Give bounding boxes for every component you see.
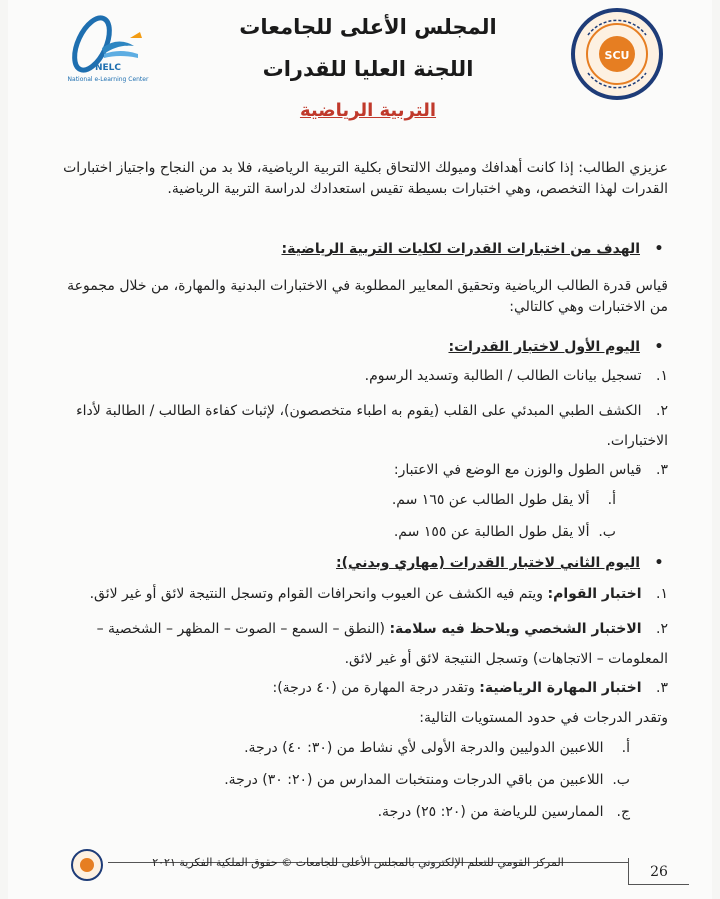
day1-heading: •اليوم الأول لاختبار القدرات: [56, 336, 668, 358]
council-name: المجلس الأعلى للجامعات [239, 15, 497, 39]
subject-title: التربية الرياضية [299, 100, 437, 121]
bullet-icon: • [654, 555, 664, 571]
bullet-icon: • [654, 241, 664, 257]
bullet-icon: • [654, 339, 664, 355]
day1-item-3: ٣. قياس الطول والوزن مع الوضع في الاعتبار: [393, 462, 668, 478]
goal-heading: •الهدف من اختبارات القدرات لكليات التربية الرياضية: [56, 238, 668, 260]
level-c: ج. الممارسين للرياضة من (٢٠: ٢٥) درجة. [377, 804, 630, 820]
scu-seal-text: SCU [604, 49, 630, 62]
levels-intro: وتقدر الدرجات في حدود المستويات التالية: [419, 710, 668, 726]
day1-item-2: ٢. الكشف الطبي المبدئي على القلب (يقوم به اطباء متخصصون)، لإثبات كفاءة الطالب / الطالبة لأداء الاختبارات. [76, 403, 668, 449]
day2-item-3: ٣. اختبار المهارة الرياضية: وتقدر درجة المهارة من (٤٠ درجة): [272, 680, 668, 696]
footer-copyright: المركز القومي للتعلم الإلكتروني بالمجلس الأعلى للجامعات © حقوق الملكية الفكرية ٢٠٢١ [152, 856, 564, 869]
page-number: 26 [628, 858, 689, 885]
committee-name: اللجنة العليا للقدرات [262, 57, 474, 81]
document-page [8, 0, 712, 899]
level-b: ب. اللاعبين من باقي الدرجات ومنتخبات المدارس من (٢٠: ٣٠) درجة. [224, 772, 630, 788]
day1-item-1: ١. تسجيل بيانات الطالب / الطالبة وتسديد الرسوم. [364, 368, 668, 384]
scu-seal-logo [568, 5, 666, 103]
day2-heading: •اليوم الثاني لاختبار القدرات (مهاري وبدني): [56, 552, 668, 574]
day1-subitem-a: أ. ألا يقل طول الطالب عن ١٦٥ سم. [391, 492, 616, 508]
day2-item-1: ١. اختبار القوام: ويتم فيه الكشف عن العيوب وانحرافات القوام وتسجل النتيجة لائق أو غير لائق. [89, 586, 668, 602]
header-title [188, 12, 548, 84]
intro-paragraph: عزيزي الطالب: إذا كانت أهدافك وميولك الالتحاق بكلية التربية الرياضية، فلا بد من النجاح واجتياز اختبارات القدرات لهذا التخصص، وهي اختبارات بسيطة تقيس استعدادك لدراسة التربية الرياضية. [63, 160, 668, 197]
footer-seal-logo [70, 848, 104, 882]
level-a: أ. اللاعبين الدوليين والدرجة الأولى لأي نشاط من (٣٠: ٤٠) درجة. [244, 740, 630, 756]
nelc-logo-text: NELC [94, 63, 122, 73]
nelc-logo [60, 8, 156, 86]
day1-subitem-b: ب. ألا يقل طول الطالبة عن ١٥٥ سم. [393, 524, 616, 540]
nelc-logo-caption: National e-Learning Center [67, 76, 149, 83]
goal-text: قياس قدرة الطالب الرياضية وتحقيق المعايير المطلوبة في الاختبارات البدنية والمهارة، من خلال مجموعة من الاختبارات وهي كالتالي: [67, 278, 668, 315]
day2-item-2: ٢. الاختبار الشخصي ويلاحظ فيه سلامة: (النطق – السمع – الصوت – المظهر – الشخصية – المعلومات – الاتجاهات) وتسجل النتيجة لائق أو غير لائق. [96, 621, 668, 667]
